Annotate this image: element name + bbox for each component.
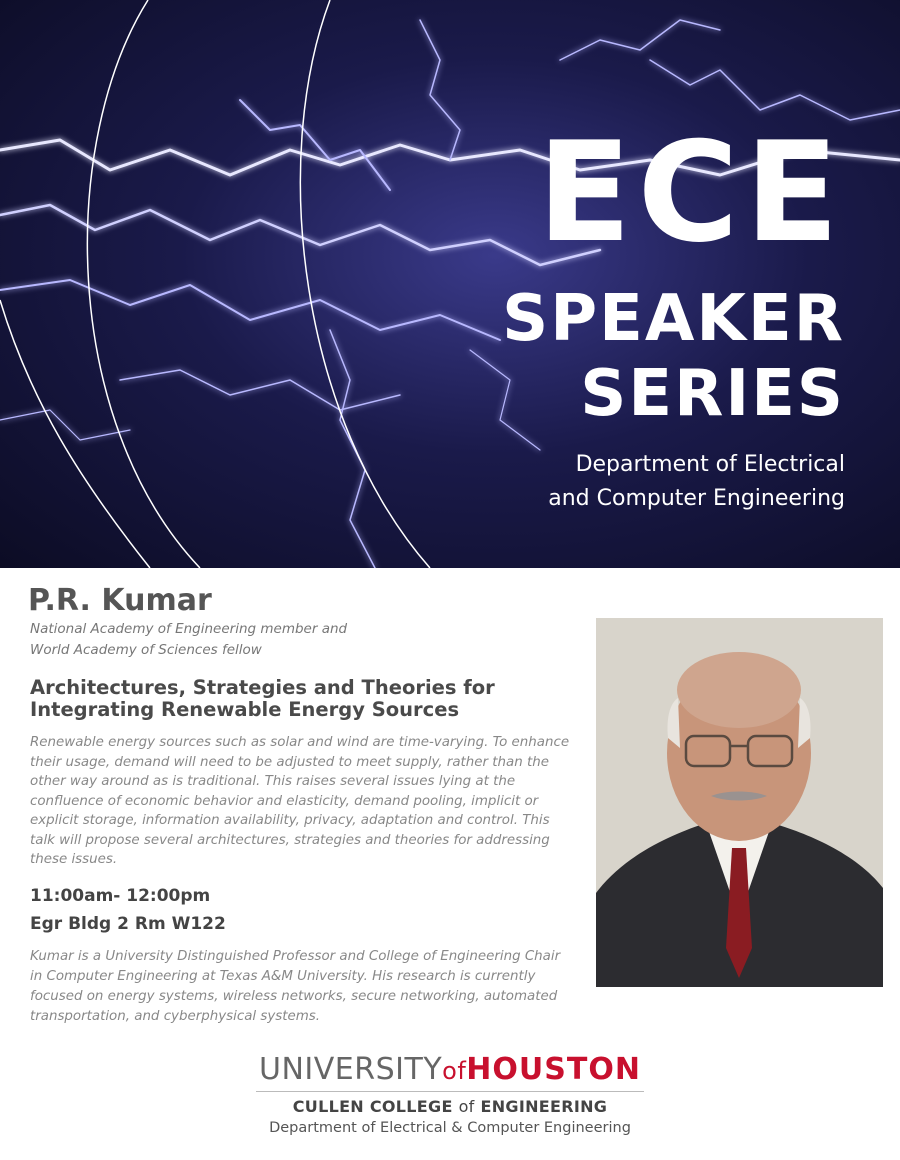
- logo-divider: [256, 1091, 644, 1092]
- talk-location: Egr Bldg 2 Rm W122: [30, 914, 226, 934]
- department-line-1: Department of Electrical: [575, 452, 845, 477]
- department-line-2: and Computer Engineering: [548, 486, 845, 511]
- talk-abstract: Renewable energy sources such as solar and wind are time-varying. To enhance their usage, demand will need to be adjusted to meet supply, rather than the other way around as is traditional. This raises several issues lying at the confluence of economic behavior and elasticity, demand pooling, implicit or explicit storage, information availability, privacy, adaptation and control. This talk will propose several architectures, strategies and theories for addressing these issues.: [30, 735, 570, 867]
- series-title-series: SERIES: [580, 357, 845, 431]
- hero-banner: [0, 0, 900, 568]
- talk-title-line-1: Architectures, Strategies and Theories for: [30, 676, 495, 699]
- university-wordmark: [0, 1050, 900, 1091]
- department-subtitle: [425, 448, 845, 516]
- university-logo-block: [0, 1050, 900, 1138]
- wordmark-houston: HOUSTON: [466, 1052, 641, 1087]
- speaker-name: P.R. Kumar: [28, 583, 212, 618]
- series-title-ece: ECE: [537, 112, 845, 273]
- series-title-speaker: SPEAKER: [502, 282, 845, 356]
- talk-title-line-2: Integrating Renewable Energy Sources: [30, 698, 460, 721]
- college-name-start: CULLEN COLLEGE: [292, 1097, 453, 1116]
- speaker-bio: Kumar is a University Distinguished Professor and College of Engineering Chair in Computer Engineering at Texas A&M University. His research is currently focused on energy systems, wireless networks, secure networking, automated transportation, and cyberphysical systems.: [30, 949, 561, 1024]
- college-name-end: ENGINEERING: [480, 1097, 608, 1116]
- college-name: [0, 1096, 900, 1118]
- college-name-of: of: [458, 1097, 475, 1116]
- talk-title: [30, 677, 590, 721]
- footer-department: Department of Electrical & Computer Engineering: [269, 1120, 631, 1136]
- wordmark-university: UNIVERSITY: [259, 1052, 443, 1087]
- talk-time: 11:00am- 12:00pm: [30, 886, 211, 906]
- speaker-photo: [596, 618, 883, 987]
- speaker-portrait-image: [596, 618, 883, 987]
- wordmark-of: of: [442, 1057, 467, 1085]
- credential-line-2: World Academy of Sciences fellow: [30, 642, 262, 658]
- speaker-credentials: [30, 619, 450, 661]
- credential-line-1: National Academy of Engineering member and: [30, 621, 348, 637]
